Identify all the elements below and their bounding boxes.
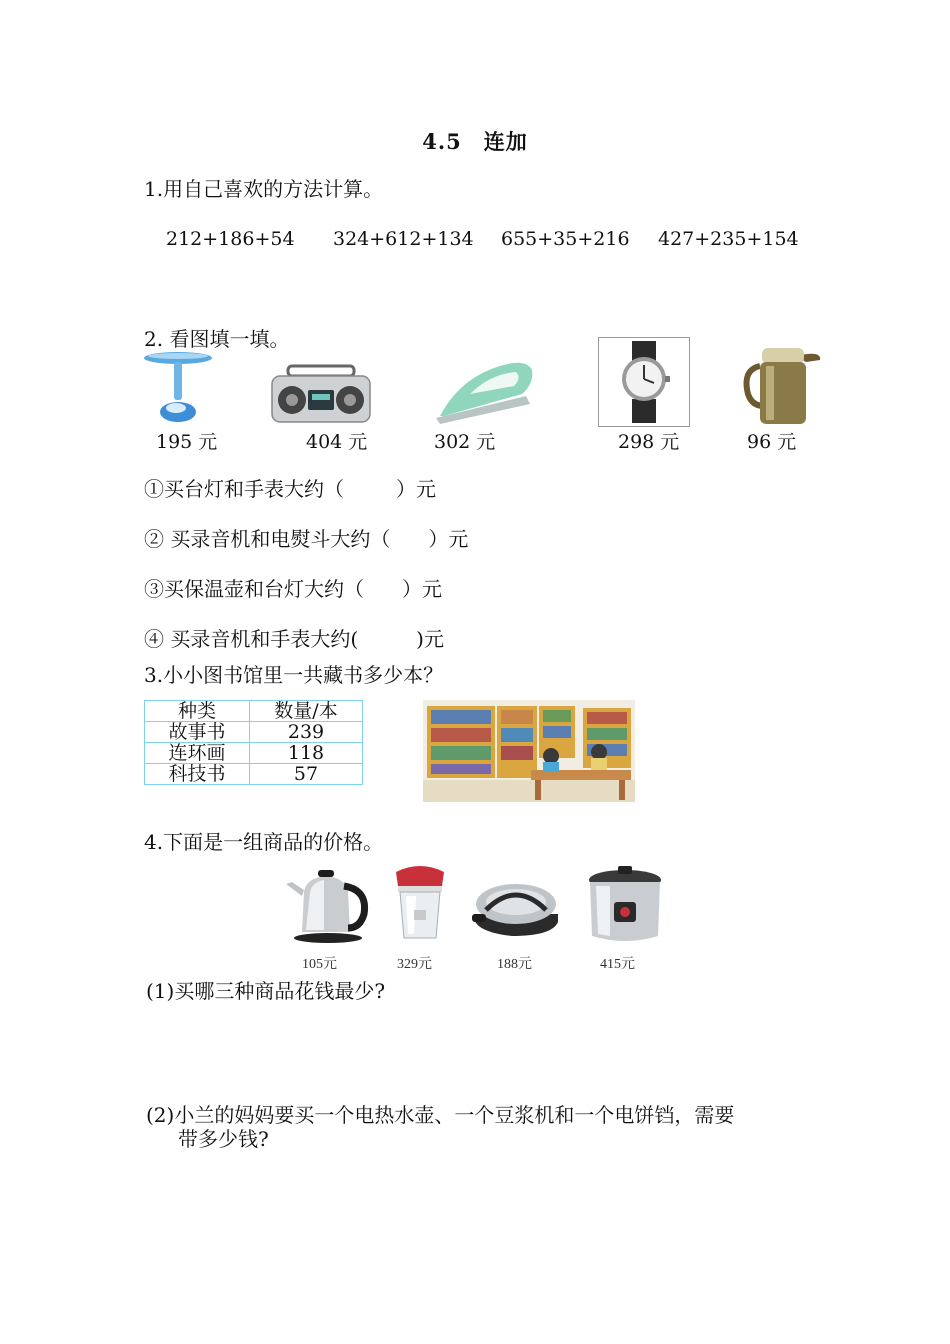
q2-line-1: [144, 476, 436, 502]
q1-expression-4: 427+235+154: [658, 228, 799, 250]
q3-prompt: 3.小小图书馆里一共藏书多少本？: [144, 663, 444, 687]
table-cell: 239: [250, 722, 363, 743]
price-thermos-jug: 96 元: [747, 431, 797, 453]
table-row: [145, 722, 363, 743]
price-electric-iron: 302 元: [434, 431, 496, 453]
lesson-number: 4.5: [422, 129, 462, 154]
book-count-table: [144, 700, 363, 785]
electric-griddle-icon: [472, 870, 564, 942]
table-header-cell: 种类: [145, 701, 250, 722]
price-radio-cassette: 404 元: [306, 431, 368, 453]
table-header-row: [145, 701, 363, 722]
q4-sub-question-2-line-1: (2)小兰的妈妈要买一个电热水壶、一个豆浆机和一个电饼铛，需要: [146, 1103, 735, 1127]
q2-line-4: [144, 626, 444, 652]
q2-line-3-end: ）元: [402, 577, 442, 601]
q4-sub-question-1: (1)买哪三种商品花钱最少?: [146, 979, 386, 1003]
library-illustration: [423, 700, 635, 802]
thermos-jug-icon: [740, 340, 824, 428]
soymilk-maker-icon: [390, 862, 450, 944]
q2-line-2-text: ② 买录音机和电熨斗大约（: [144, 527, 391, 551]
q2-line-3: [144, 576, 442, 602]
lesson-title: 连加: [483, 129, 528, 154]
q4-prompt: 4.下面是一组商品的价格。: [144, 830, 384, 854]
table-cell: 连环画: [145, 743, 250, 764]
table-header-cell: 数量/本: [250, 701, 363, 722]
q1-expression-2: 324+612+134: [333, 228, 474, 250]
q2-line-3-text: ③买保温壶和台灯大约（: [144, 577, 364, 601]
q1-expression-1: 212+186+54: [166, 228, 295, 250]
radio-cassette-icon: [270, 362, 372, 428]
q2-line-2-end: ）元: [428, 527, 469, 551]
table-row: [145, 743, 363, 764]
wristwatch-icon: [598, 337, 690, 427]
price-desk-lamp: 195 元: [156, 431, 218, 453]
q2-line-1-text: ①买台灯和手表大约（: [144, 477, 344, 501]
desk-lamp-icon: [140, 348, 220, 426]
q2-line-1-end: ）元: [396, 477, 436, 501]
electric-kettle-icon: [284, 862, 372, 944]
q1-expression-3: 655+35+216: [501, 228, 630, 250]
table-row: [145, 764, 363, 785]
table-cell: 故事书: [145, 722, 250, 743]
table-cell: 科技书: [145, 764, 250, 785]
q2-prompt: 2. 看图填一填。: [144, 327, 290, 351]
q4-sub-question-2-line-2: 带多少钱?: [178, 1127, 269, 1151]
electric-iron-icon: [430, 348, 536, 426]
q2-line-2: [144, 526, 468, 552]
price-pressure-cooker: 415元: [600, 957, 635, 972]
price-wristwatch: 298 元: [618, 431, 680, 453]
q2-line-4-text: ④ 买录音机和手表大约(: [144, 627, 359, 651]
q2-line-4-end: )元: [416, 627, 444, 651]
page-title: [0, 126, 950, 156]
table-cell: 118: [250, 743, 363, 764]
price-soymilk-maker: 329元: [397, 957, 432, 972]
pressure-cooker-icon: [584, 864, 666, 946]
price-electric-kettle: 105元: [302, 957, 337, 972]
bookshelf-icon: [427, 706, 495, 778]
q1-prompt: 1.用自己喜欢的方法计算。: [144, 177, 384, 201]
table-cell: 57: [250, 764, 363, 785]
price-electric-griddle: 188元: [497, 957, 532, 972]
